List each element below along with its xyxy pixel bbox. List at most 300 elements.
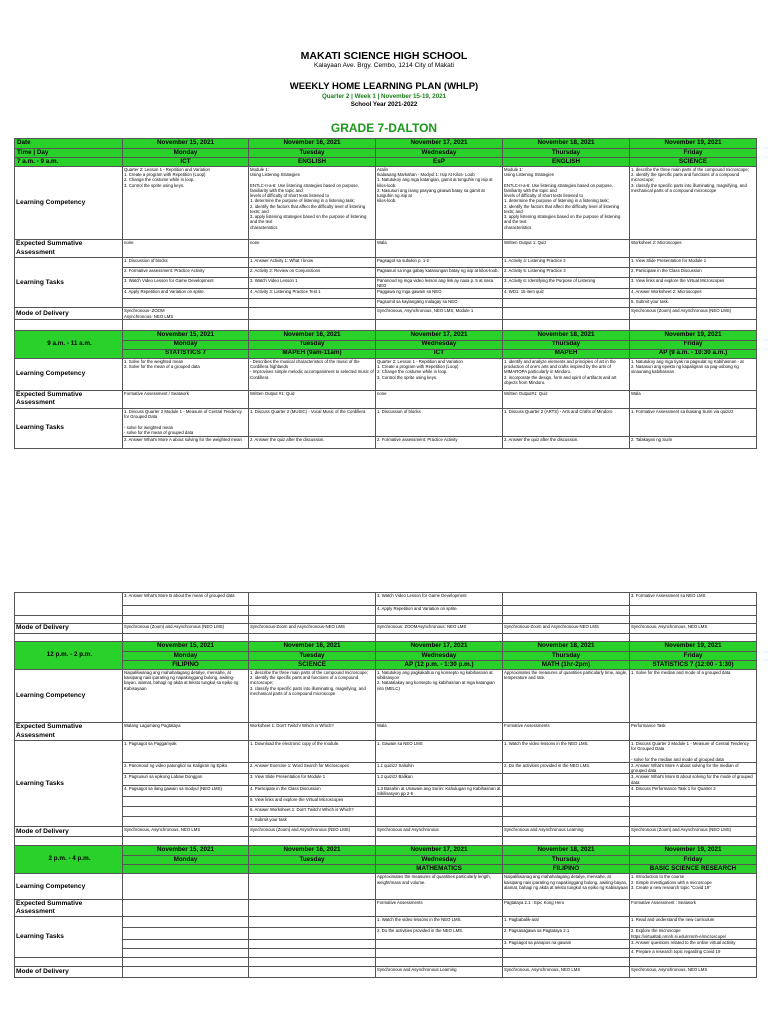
date-cell: November 19, 2021: [630, 642, 757, 652]
learning-task-cell: 4. Prepare a research topic regarding Covid 19: [630, 948, 757, 957]
learning-task-cell: [123, 928, 249, 939]
learning-task-cell: [249, 606, 376, 616]
expected-assessment-label: Expected Summative Assessment: [15, 900, 123, 917]
table-row: [15, 167, 757, 240]
learning-task-cell: 2. Talakayan ng Surin: [630, 436, 757, 448]
learning-tasks-label: Learning Tasks: [15, 741, 123, 827]
day-cell: Monday: [123, 149, 249, 158]
learning-task-cell: 2. Answer What's More A about solving for the weighted mean: [123, 436, 249, 448]
learning-task-cell: 6. Answer Worksheet 1: Don't Twitch! Which is Which?: [249, 807, 376, 817]
learning-competency-cell: Approximates the measures of quantities particularly length, weight/mass and volume.: [376, 874, 503, 900]
learning-task-cell: 2. Explore the microscope https://virtualtab.nmnh.si.edu/nmnh-e/microscope/: [630, 928, 757, 939]
table-row: [15, 268, 757, 278]
date-cell: November 16, 2021: [249, 642, 376, 652]
table-row: [15, 797, 757, 807]
learning-task-cell: [503, 785, 630, 796]
schedule-header-row: [15, 340, 757, 349]
date-cell: November 17, 2021: [376, 846, 503, 856]
subject-cell: [249, 865, 376, 874]
table-row: [15, 827, 757, 837]
date-cell: November 19, 2021: [630, 330, 757, 340]
empty-cell: [503, 634, 630, 642]
empty-cell: [15, 319, 123, 330]
learning-competency-label: Learning Competency: [15, 670, 123, 723]
subject-cell: [123, 865, 249, 874]
day-cell: Friday: [630, 652, 757, 661]
table-row: [15, 723, 757, 741]
schedule-header-row: [15, 330, 757, 340]
day-cell: Thursday: [503, 149, 630, 158]
table-row: [15, 807, 757, 817]
expected-assessment-label: Expected Summative Assessment: [15, 240, 123, 258]
table-row: [15, 928, 757, 939]
learning-competency-cell: 1. describe the three main parts of the compound microscope; 2. identify the specific parts and functions of a compound microscope; 3. classify the specific parts into illuminating, magnifying, and mechanical parts of a compound microscope: [249, 670, 376, 723]
learning-competency-cell: Naipaliliwanag ang mahahalagang detalye, mensahe, at kaisipang nais iparating ng napakinggang bulong, awiting-bayan, alamat, bahagi ng akda at teksto tungkol sa epiko ng Kabisayaan: [503, 874, 630, 900]
learning-task-cell: 2. Formative assessment: Practice Activity: [376, 436, 503, 448]
learning-task-cell: [249, 948, 376, 957]
date-cell: November 17, 2021: [376, 330, 503, 340]
learning-task-cell: 4. WD1: 15 item quiz: [503, 289, 630, 299]
learning-tasks-label: Learning Tasks: [15, 917, 123, 957]
learning-tasks-label: Learning Tasks: [15, 258, 123, 308]
empty-cell: [376, 957, 503, 966]
learning-task-cell: [123, 797, 249, 807]
learning-task-cell: [123, 807, 249, 817]
day-cell: Wednesday: [376, 652, 503, 661]
date-cell: November 18, 2021: [503, 642, 630, 652]
learning-task-cell: [503, 774, 630, 785]
learning-task-cell: 1. Discuss Quarter 2 Module 1 - Measure of Central Tendency for Grouped Data - solve for the median and mode of grouped data: [630, 741, 757, 763]
learning-competency-cell: Approximates the measures of quantities particularly time, angle, temperature and rate.: [503, 670, 630, 723]
learning-task-cell: 1. Formative Assessment sa Ikasang Surin via quizizz: [630, 408, 757, 436]
subject-cell: AP (12 p.m. - 1:30 p.m.): [376, 661, 503, 670]
day-cell: Monday: [123, 340, 249, 349]
empty-cell: [15, 837, 123, 846]
learning-task-cell: 3. Answer What's More B about solving for the mode of grouped data: [630, 774, 757, 785]
subject-cell: SCIENCE: [249, 661, 376, 670]
empty-cell: [630, 957, 757, 966]
learning-task-cell: [630, 606, 757, 616]
expected-assessment-cell: Performance Task: [630, 723, 757, 741]
learning-task-cell: 4. Participate in the Class Discussion: [249, 785, 376, 796]
expected-assessment-cell: Wala: [376, 240, 503, 258]
learning-task-cell: 1. Discuss Quarter 2 (ARTS) - Arts and Crafts of Mindoro: [503, 408, 630, 436]
learning-task-cell: 3. Pagsusuri sa epikong Labaw Donggon: [123, 774, 249, 785]
expected-assessment-cell: [249, 900, 376, 917]
table-row: [15, 624, 757, 634]
whlp-table-afternoon: [14, 592, 757, 978]
learning-task-cell: [123, 606, 249, 616]
learning-task-cell: 3. Watch Video Lesson for Game Development: [123, 278, 249, 289]
schedule-header-row: [15, 661, 757, 670]
expected-assessment-cell: Worksheet 1: Don't Twitch! Which is Which?: [249, 723, 376, 741]
mode-of-delivery-cell: Synchronous, Asynchronous, NEO LMS, Module 1: [376, 308, 503, 319]
subject-cell: MATH (1hr-2pm): [503, 661, 630, 670]
learning-competency-cell: 1. describe the three main parts of the compound microscope; 2. identify the specific parts and functions of a compound microscope; 3. classify the specific parts into illuminating, magnifying, and mechanical parts of a compound microscope: [630, 167, 757, 240]
learning-task-cell: 1. Pagsagot sa Paggamyak: [123, 741, 249, 763]
learning-task-cell: [376, 817, 503, 827]
empty-cell: [249, 837, 376, 846]
schedule-header-row: [15, 856, 757, 865]
mode-of-delivery-cell: Synchronous (Zoom) and Asynchronous (NEO LMS): [249, 827, 376, 837]
learning-task-cell: [123, 917, 249, 928]
empty-cell: [123, 319, 249, 330]
date-cell: November 16, 2021: [249, 139, 376, 149]
empty-cell: [376, 837, 503, 846]
table-row: [15, 837, 757, 846]
mode-of-delivery-cell: Synchronous, Asynchronous, NEO LMS: [630, 624, 757, 634]
learning-task-cell: [503, 606, 630, 616]
empty-cell: [15, 957, 123, 966]
expected-assessment-cell: Walang Lagumang Pagtataya: [123, 723, 249, 741]
mode-of-delivery-cell: Synchronous (Zoom) and Asynchronous (NEO LMS): [630, 308, 757, 319]
learning-task-cell: 2. Activity 2: Review on Conjunctions: [249, 268, 376, 278]
learning-task-cell: 2. Answer the quiz after the discussion.: [503, 436, 630, 448]
mode-of-delivery-cell: Synchronous- ZOOM Asynchronous- NEO LMS: [123, 308, 249, 319]
learning-task-cell: 1. Download the electronic copy of the module.: [249, 741, 376, 763]
empty-cell: [630, 616, 757, 624]
learning-task-cell: 3. Answer questions related to the online virtual activity: [630, 939, 757, 948]
mode-of-delivery-label: Mode of Delivery: [15, 966, 123, 977]
learning-task-cell: [376, 939, 503, 948]
subject-cell: MAPEH (9am-11am): [249, 349, 376, 358]
mode-of-delivery-label: Mode of Delivery: [15, 827, 123, 837]
empty-cell: [249, 957, 376, 966]
time-slot-label: 9 a.m. - 11 a.m.: [15, 330, 123, 358]
learning-task-cell: 2. Answer What's More A about solving for the median of grouped data: [630, 763, 757, 774]
learning-task-cell: Panonood ng mga video lesson ang link ay nasa p. 5 at nasa NEO: [376, 278, 503, 289]
empty-cell: [630, 319, 757, 330]
document-title: WEEKLY HOME LEARNING PLAN (WHLP): [289, 81, 479, 92]
learning-task-cell: 4. Activity 3: Listening Practice Test 1: [249, 289, 376, 299]
day-cell: Thursday: [503, 856, 630, 865]
expected-assessment-cell: Wala: [630, 390, 757, 408]
learning-task-cell: [123, 817, 249, 827]
expected-assessment-cell: Written Output 1: Quiz: [503, 240, 630, 258]
expected-assessment-label: Expected Summative Assessment: [15, 723, 123, 741]
subject-cell: MAPEH: [503, 349, 630, 358]
day-cell: Tuesday: [249, 149, 376, 158]
learning-task-cell: 1. Discuss Quarter 2 Module 1 - Measure of Central Tendency for Grouped Data - solve for weighted mean - solve for the mean of grouped data: [123, 408, 249, 436]
date-cell: November 15, 2021: [123, 846, 249, 856]
table-row: [15, 436, 757, 448]
empty-cell: [376, 634, 503, 642]
day-cell: Tuesday: [249, 340, 376, 349]
learning-task-cell: 2. Do the activities provided in the NEO LMS.: [503, 763, 630, 774]
table-row: [15, 939, 757, 948]
learning-competency-cell: [249, 874, 376, 900]
learning-task-cell: [249, 917, 376, 928]
table-row: [15, 741, 757, 763]
mode-of-delivery-cell: Synchronous, Asynchronous, NEO LMS: [123, 827, 249, 837]
empty-cell: [249, 634, 376, 642]
learning-task-cell: 3. Watch Video Lesson for Game Development: [376, 593, 503, 606]
expected-assessment-cell: Written Output#1: Quiz: [503, 390, 630, 408]
subject-cell: EsP: [376, 158, 503, 167]
expected-assessment-cell: Formative Assessment : Seatwork: [630, 900, 757, 917]
learning-task-cell: [503, 299, 630, 308]
date-cell: November 15, 2021: [123, 642, 249, 652]
schedule-header-row: [15, 149, 757, 158]
learning-task-cell: [249, 939, 376, 948]
table-row: [15, 785, 757, 796]
date-cell: November 17, 2021: [376, 642, 503, 652]
learning-competency-cell: Naipaliliwanag ang mahahalagang detalye, mensahe, at kaisipang nais iparating ng napakinggang bulong, awiting-bayan, alamat, bahagi ng akda at teksto tungkol sa epiko ng Kabisayaan: [123, 670, 249, 723]
date-cell: November 19, 2021: [630, 139, 757, 149]
learning-task-cell: 1. Activity 4: Listening Practice 2: [503, 258, 630, 268]
learning-competency-cell: [123, 874, 249, 900]
learning-task-cell: 3. View links and explore the Virtual Microscopes: [630, 278, 757, 289]
learning-competency-cell: 1. Introduction to the course 2. Simple investigations with a microscope 3. Create a new research topic "Covid 19": [630, 874, 757, 900]
empty-cell: [503, 957, 630, 966]
mode-of-delivery-cell: Synchronous and Asynchronous Learning: [503, 827, 630, 837]
schedule-header-row: [15, 865, 757, 874]
date-cell: November 15, 2021: [123, 330, 249, 340]
learning-task-cell: 4. Apply Repetition and Variation on sprite.: [376, 606, 503, 616]
learning-task-cell: 7. Submit your task: [249, 817, 376, 827]
subject-cell: MATHEMATICS: [376, 865, 503, 874]
learning-task-cell: 4. Discuss Performance Task 1 for Quarter 2: [630, 785, 757, 796]
mode-of-delivery-cell: Synchronous-Zoom and Asynchronous-NEO LMS: [249, 624, 376, 634]
learning-tasks-label: Learning Tasks: [15, 408, 123, 448]
time-slot-label: 7 a.m. - 9 a.m.: [15, 158, 123, 167]
expected-assessment-cell: Worksheet 2: Microscopes: [630, 240, 757, 258]
table-row: [15, 948, 757, 957]
learning-competency-cell: - Describes the musical characteristics of the music of the Cordillera highlands - Improvises simple melodic accompaniment to selected music of Cordillera: [249, 358, 376, 390]
school-year: School Year 2021-2022: [350, 101, 418, 108]
learning-task-cell: [376, 807, 503, 817]
learning-task-cell: Paggawa ng mga gawain sa NEO: [376, 289, 503, 299]
learning-task-cell: 3. Formative Assessment sa NEO LMS: [630, 593, 757, 606]
date-cell: November 17, 2021: [376, 139, 503, 149]
day-cell: Thursday: [503, 340, 630, 349]
time-slot-label: 2 p.m. - 4 p.m.: [15, 846, 123, 874]
date-cell: November 18, 2021: [503, 846, 630, 856]
school-name: MAKATI SCIENCE HIGH SCHOOL: [300, 50, 468, 62]
learning-task-cell: [123, 948, 249, 957]
date-cell: November 18, 2021: [503, 139, 630, 149]
learning-task-cell: 1.2 quizizz Balikan: [376, 774, 503, 785]
learning-task-cell: 1. Discussion of blocks: [123, 258, 249, 268]
day-cell: Tuesday: [249, 652, 376, 661]
learning-task-cell: [249, 593, 376, 606]
day-cell: Wednesday: [376, 149, 503, 158]
learning-task-cell: 3. Watch Video Lesson 1: [249, 278, 376, 289]
table-row: [15, 917, 757, 928]
table-row: [15, 278, 757, 289]
empty-cell: [15, 634, 123, 642]
learning-task-cell: 1. Read and understand the new curriculum: [630, 917, 757, 928]
learning-task-cell: 2. Answer the quiz after the discussion.: [249, 436, 376, 448]
subject-cell: ENGLISH: [503, 158, 630, 167]
learning-task-cell: 2. Activity 5: Listening Practice 3: [503, 268, 630, 278]
learning-task-cell: 2. Pagsasagawa sa Pagtataya 2.1: [503, 928, 630, 939]
table-row: [15, 817, 757, 827]
expected-assessment-cell: Written Output #1: Quiz: [249, 390, 376, 408]
learning-task-cell: Pagsagot sa subukin p. 1-2: [376, 258, 503, 268]
day-cell: Wednesday: [376, 340, 503, 349]
learning-competency-label: Learning Competency: [15, 167, 123, 240]
date-cell: November 16, 2021: [249, 330, 376, 340]
table-row: [15, 289, 757, 299]
expected-assessment-cell: Pagtataya 2.1 : Epic Kong Hero: [503, 900, 630, 917]
empty-cell: [503, 319, 630, 330]
learning-competency-cell: 1. Solve for the median and mode of a grouped data: [630, 670, 757, 723]
expected-assessment-cell: Formative Assessment / Seatwork: [123, 390, 249, 408]
mode-of-delivery-cell: Synchronous, Asynchronous, NEO LMS: [630, 966, 757, 977]
day-cell: Friday: [630, 149, 757, 158]
mode-of-delivery-cell: Synchronous-Zoom and Asynchronous-NEO LMS: [503, 624, 630, 634]
schedule-header-row: [15, 846, 757, 856]
learning-task-cell: 2. Participate in the Class Discussion: [630, 268, 757, 278]
learning-competency-cell: Module 1: Using Listening Strategies EN7LC-II-a-6: Use listening strategies based on purpose, familiarity with the topic and levels of difficulty of short texts listened to 1. determine the purpose of listening in a listening task; 2. identify the factors that affect the difficulty level of listening texts; and 3. apply listening strategies based on the purpose of listening and the text characteristics: [249, 167, 376, 240]
day-cell: Tuesday: [249, 856, 376, 865]
schedule-header-row: [15, 139, 757, 149]
learning-task-cell: Pagsumit sa kaylangang malagay sa NEO: [376, 299, 503, 308]
learning-task-cell: 2. Formative assessment: Practice Activity: [123, 268, 249, 278]
learning-task-cell: [123, 939, 249, 948]
expected-assessment-label: Expected Summative Assessment: [15, 390, 123, 408]
learning-task-cell: 3. Activity 6: Identifying the Purpose of Listening: [503, 278, 630, 289]
learning-task-cell: 3. Pagsagot sa panapos na gawain: [503, 939, 630, 948]
learning-task-cell: 5. Submit your task.: [630, 299, 757, 308]
learning-competency-cell: Quarter 2: Lesson 1 - Repitition and Variation 1. Create a program with Repetition (Loop) 2. Change the costume while in loop. 3. Control the sprite using keys.: [376, 358, 503, 390]
table-row: [15, 408, 757, 436]
learning-task-cell: 5. View links and explore the Virtual Microscopes: [249, 797, 376, 807]
empty-cell: [376, 319, 503, 330]
learning-task-cell: 2. Panonood ng video patungkol sa Kaligiran ng Epiko: [123, 763, 249, 774]
learning-competency-cell: 1. Natutukoy ang mga tiyak na pagsulat ng Kabihasnan - at 2. Nasasuri ang epekto ng kapaligiran sa pag-usbong ng sinaunang kabihasnan: [630, 358, 757, 390]
table-row: [15, 774, 757, 785]
learning-competency-cell: Aralin Ikalawang Markahan - Modyul 1: Isip At Kilos- Loob 1. Natutukoy ang mga katangian, gamit at tunguhin ng isip at kilos-loob. 2. Nasusuri ang isang pasyang ginawa batay sa gamit at tunguhin ng isip at kilos-loob.: [376, 167, 503, 240]
schedule-header-row: [15, 158, 757, 167]
table-row: [15, 900, 757, 917]
learning-task-cell: 1.1 quizizz Saliuhin: [376, 763, 503, 774]
learning-task-cell: 4. Pagsagot sa ilang gawain sa modyul (NEO LMS): [123, 785, 249, 796]
learning-task-cell: 1. Pagbabalik-aral: [503, 917, 630, 928]
mode-of-delivery-cell: [123, 966, 249, 977]
empty-cell: [503, 616, 630, 624]
table-row: [15, 319, 757, 330]
subject-cell: AP (9 a.m. - 10:30 a.m.): [630, 349, 757, 358]
expected-assessment-cell: Formative Assessments: [503, 723, 630, 741]
date-cell: November 18, 2021: [503, 330, 630, 340]
table-row: [15, 240, 757, 258]
learning-competency-cell: 1. identify and analyze elements and principles of art in the production of one's arts and crafts inspired by the arts of MIMAROPA particularly in Mindoro. 2. incorporate the design, form and spirit of artifacts and art objects from Mindoro.: [503, 358, 630, 390]
mode-of-delivery-label: Mode of Delivery: [15, 624, 123, 634]
learning-task-cell: [376, 948, 503, 957]
learning-competency-cell: Quarter 2: Lesson 1 - Repitition and Variation 1. Create a program with Repetition (Loop) 2. Change the costume while in loop. 3. Control the sprite using keys.: [123, 167, 249, 240]
empty-cell: [15, 616, 123, 624]
day-cell: Thursday: [503, 652, 630, 661]
schedule-header-row: [15, 349, 757, 358]
learning-task-cell: [123, 299, 249, 308]
learning-task-cell: 1.3 Basahin at Unawain ang Suriin: Kahulugan ng Kabihasnan at Sibilisasyon pp 2-5: [377, 785, 501, 797]
time-day-label: Time | Day: [15, 149, 123, 158]
subject-cell: ENGLISH: [249, 158, 376, 167]
blank-label-cell: [15, 593, 123, 616]
schedule-header-row: [15, 642, 757, 652]
learning-task-cell: 4. Answer Worksheet 2: Microscopes: [630, 289, 757, 299]
empty-cell: [249, 616, 376, 624]
empty-cell: [123, 837, 249, 846]
day-cell: Friday: [630, 856, 757, 865]
learning-task-cell: 1. Watch the video lessons in the NEO LMS.: [376, 917, 503, 928]
subject-cell: FILIPINO: [503, 865, 630, 874]
mode-of-delivery-cell: [503, 308, 630, 319]
table-row: [15, 966, 757, 977]
school-address: Kalayaan Ave. Brgy. Cembo, 1214 City of Makati: [314, 62, 454, 69]
expected-assessment-cell: [123, 900, 249, 917]
quarter-week-period: Quarter 2 | Week 1 | November 15-19, 2021: [321, 93, 447, 100]
learning-task-cell: 1. Discussion of blocks: [376, 408, 503, 436]
date-cell: November 15, 2021: [123, 139, 249, 149]
subject-cell: STATISTICS 7: [123, 349, 249, 358]
schedule-header-row: [15, 652, 757, 661]
learning-task-cell: [630, 807, 757, 817]
table-row: [15, 874, 757, 900]
empty-cell: [123, 957, 249, 966]
mode-of-delivery-cell: Synchronous, Asynchronous, NEO LMS: [503, 966, 630, 977]
table-row: [15, 670, 757, 723]
expected-assessment-cell: none: [376, 390, 503, 408]
learning-task-cell: [503, 797, 630, 807]
expected-assessment-cell: Formative Assessments: [376, 900, 503, 917]
empty-cell: [249, 319, 376, 330]
learning-task-cell: 3. Answer What's More B about the mean of grouped data: [123, 593, 249, 606]
learning-task-cell: [503, 807, 630, 817]
learning-task-cell: [249, 928, 376, 939]
learning-competency-cell: 1. Natutukoy ang pagkakabuo ng konsepto ng kabihasnan at sibilisasyon 2. Natatalakay ang konsepto ng kabihasnan at mga katangian nito (MELC): [376, 670, 503, 723]
day-cell: Wednesday: [376, 856, 503, 865]
learning-task-cell: [630, 797, 757, 807]
table-row: [15, 763, 757, 774]
learning-task-cell: 4. Apply Repetition and Variation on sprite.: [123, 289, 249, 299]
empty-cell: [123, 634, 249, 642]
learning-task-cell: [376, 797, 503, 807]
subject-cell: FILIPINO: [123, 661, 249, 670]
day-cell: Monday: [123, 856, 249, 865]
subject-cell: STATISTICS 7 (12:00 - 1:30): [630, 661, 757, 670]
learning-competency-cell: Module 1: Using Listening Strategies EN7LC-II-a-6: Use listening strategies based on purpose, familiarity with the topic and levels of difficulty of short texts listened to 1. determine the purpose of listening in a listening task; 2. identify the factors that affect the difficulty level of listening texts; and 3. apply listening strategies based on the purpose of listening and the text characteristics: [503, 167, 630, 240]
learning-task-cell: 3. View Slide Presentation for Module 1: [249, 774, 376, 785]
empty-cell: [630, 837, 757, 846]
learning-competency-label: Learning Competency: [15, 874, 123, 900]
learning-task-cell: [630, 817, 757, 827]
empty-cell: [376, 616, 503, 624]
learning-task-cell: 1. Answer Activity 1: What I know: [249, 258, 376, 268]
learning-task-cell: 1. Gawain sa NEO LMS: [376, 741, 503, 763]
table-row: [15, 957, 757, 966]
mode-of-delivery-label: Mode of Delivery: [15, 308, 123, 319]
empty-cell: [503, 837, 630, 846]
empty-cell: [123, 616, 249, 624]
day-cell: Monday: [123, 652, 249, 661]
table-row: [15, 299, 757, 308]
expected-assessment-cell: none: [123, 240, 249, 258]
mode-of-delivery-cell: Synchronous and Asynchronous Learning: [376, 966, 503, 977]
grade-section-title: GRADE 7-DALTON: [330, 121, 438, 135]
table-row: [15, 308, 757, 319]
day-cell: Friday: [630, 340, 757, 349]
subject-cell: ICT: [123, 158, 249, 167]
expected-assessment-cell: none: [249, 240, 376, 258]
expected-assessment-cell: Wala: [376, 723, 503, 741]
table-row: [15, 258, 757, 268]
subject-cell: SCIENCE: [630, 158, 757, 167]
learning-competency-label: Learning Competency: [15, 358, 123, 390]
learning-task-cell: [503, 817, 630, 827]
